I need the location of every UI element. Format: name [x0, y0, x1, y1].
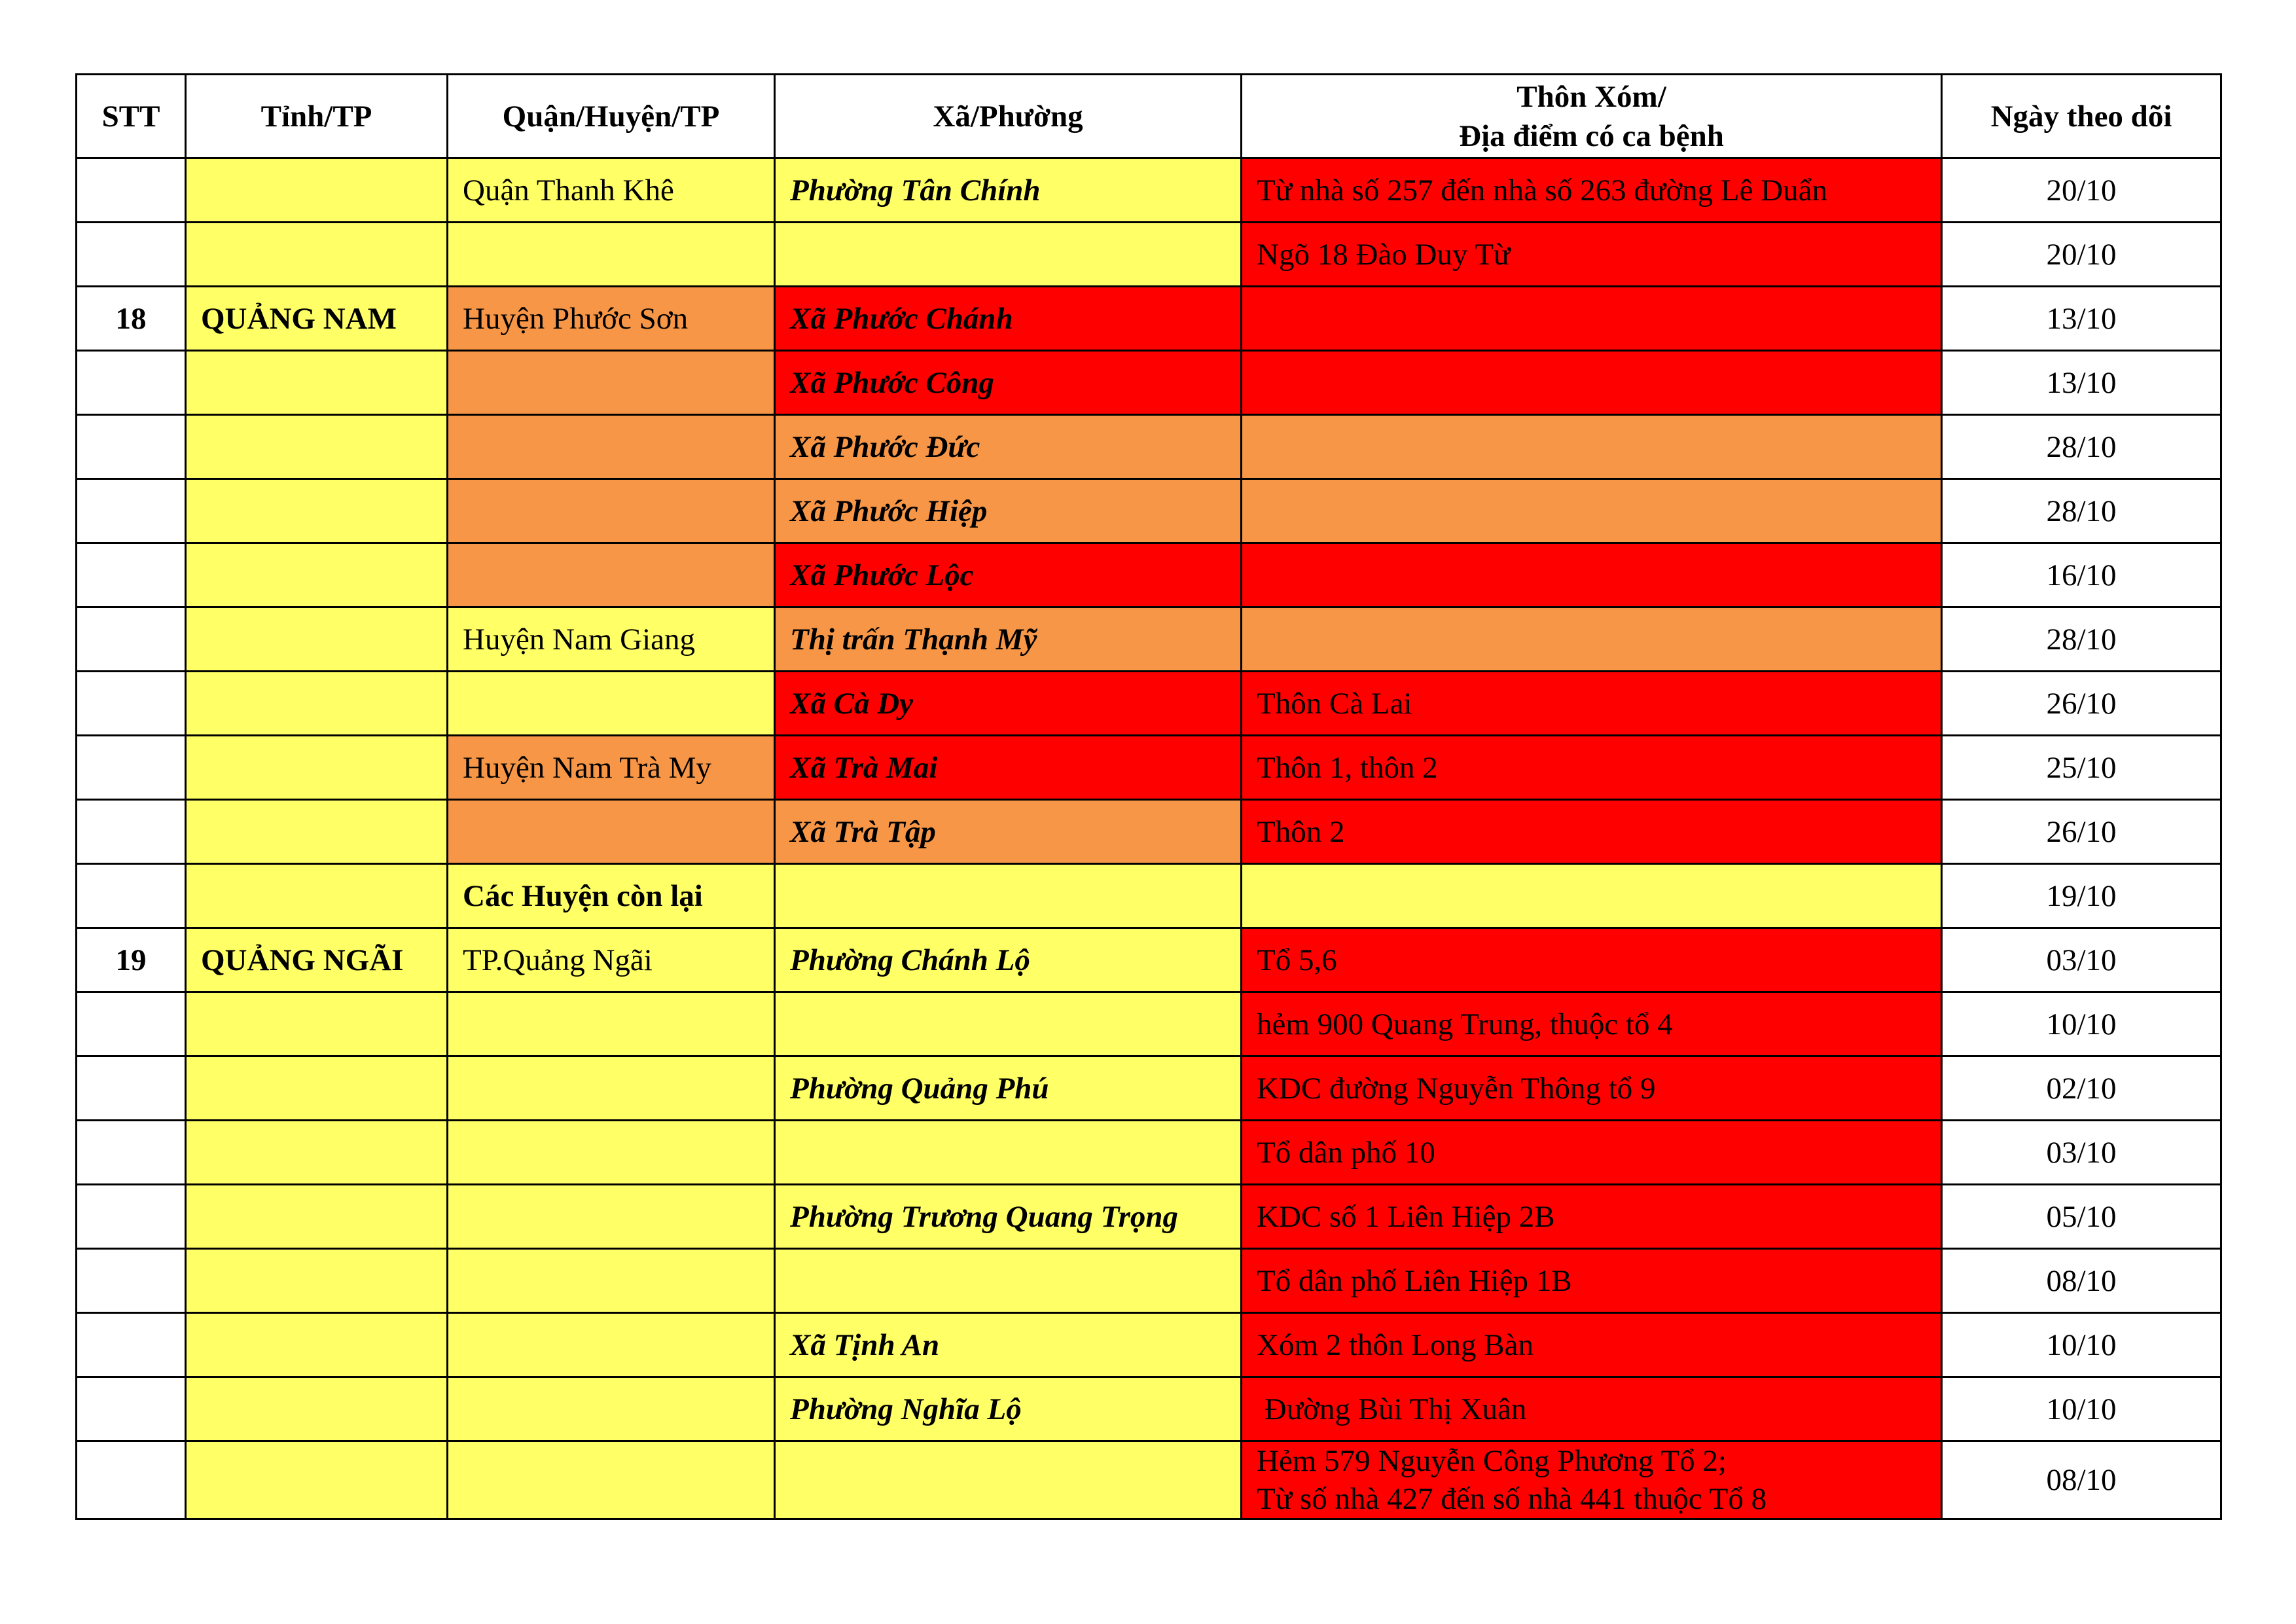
cell-province: QUẢNG NGÃI: [186, 928, 448, 992]
cell-ward: Phường Nghĩa Lộ: [775, 1377, 1242, 1441]
cases-table: [75, 73, 2222, 1520]
cell-province: [186, 672, 448, 736]
cell-location-line2: Từ số nhà 427 đến số nhà 441 thuộc Tổ 8: [1257, 1482, 1767, 1516]
cell-district: [448, 1249, 775, 1313]
cell-ward: [775, 1249, 1242, 1313]
cell-location: [1242, 1441, 1942, 1519]
cell-location: hẻm 900 Quang Trung, thuộc tổ 4: [1242, 992, 1942, 1056]
cell-stt: [77, 992, 186, 1056]
cell-province: QUẢNG NAM: [186, 287, 448, 351]
cell-ward: Xã Phước Đức: [775, 415, 1242, 479]
cell-stt: [77, 1377, 186, 1441]
table-row: [77, 864, 2221, 928]
cell-district: [448, 992, 775, 1056]
cell-stt: [77, 736, 186, 800]
header-province: Tỉnh/TP: [186, 75, 448, 158]
cell-date: 10/10: [1942, 1313, 2221, 1377]
cell-ward: Phường Quảng Phú: [775, 1056, 1242, 1121]
cell-ward: Xã Phước Chánh: [775, 287, 1242, 351]
cell-province: [186, 736, 448, 800]
cell-date: 19/10: [1942, 864, 2221, 928]
cell-ward: [775, 1441, 1242, 1519]
table-row: [77, 672, 2221, 736]
cell-stt: [77, 864, 186, 928]
header-location-line2: Địa điểm có ca bệnh: [1459, 118, 1724, 153]
cell-district: [448, 1441, 775, 1519]
cell-stt: [77, 1185, 186, 1249]
cell-province: [186, 1313, 448, 1377]
cell-date: 20/10: [1942, 223, 2221, 287]
cell-location: [1242, 415, 1942, 479]
cell-district: [448, 1056, 775, 1121]
table-row: [77, 479, 2221, 543]
cell-district: [448, 1185, 775, 1249]
cell-stt: 19: [77, 928, 186, 992]
cell-province: [186, 223, 448, 287]
cell-location: Đường Bùi Thị Xuân: [1242, 1377, 1942, 1441]
cell-ward: Phường Chánh Lộ: [775, 928, 1242, 992]
cell-stt: [77, 351, 186, 415]
cell-ward: [775, 864, 1242, 928]
cell-district: [448, 351, 775, 415]
cell-district: Quận Thanh Khê: [448, 158, 775, 223]
cell-province: [186, 1056, 448, 1121]
cell-stt: [77, 158, 186, 223]
cell-location: [1242, 864, 1942, 928]
cell-stt: [77, 1313, 186, 1377]
cell-date: 26/10: [1942, 800, 2221, 864]
cell-stt: [77, 543, 186, 607]
cell-location: [1242, 351, 1942, 415]
table-row: [77, 1313, 2221, 1377]
cell-province: [186, 1441, 448, 1519]
cell-province: [186, 351, 448, 415]
cell-province: [186, 415, 448, 479]
cell-date: 28/10: [1942, 415, 2221, 479]
table-row: [77, 1185, 2221, 1249]
table-row: [77, 1441, 2221, 1519]
cell-location: [1242, 607, 1942, 672]
cell-province: [186, 800, 448, 864]
cell-district: [448, 543, 775, 607]
cell-stt: [77, 1121, 186, 1185]
cell-location-line1: Hẻm 579 Nguyễn Công Phương Tổ 2;: [1257, 1444, 1727, 1478]
cell-location: Thôn 1, thôn 2: [1242, 736, 1942, 800]
table-row: [77, 1377, 2221, 1441]
cell-province: [186, 158, 448, 223]
cell-ward: [775, 223, 1242, 287]
cell-ward: Xã Phước Công: [775, 351, 1242, 415]
cell-date: 02/10: [1942, 1056, 2221, 1121]
cell-district: [448, 1121, 775, 1185]
cell-date: 08/10: [1942, 1441, 2221, 1519]
cell-ward: [775, 1121, 1242, 1185]
cell-location: Thôn 2: [1242, 800, 1942, 864]
cell-ward: Xã Cà Dy: [775, 672, 1242, 736]
cell-stt: [77, 1249, 186, 1313]
cell-ward: Phường Trương Quang Trọng: [775, 1185, 1242, 1249]
cell-date: 25/10: [1942, 736, 2221, 800]
cell-district: Các Huyện còn lại: [448, 864, 775, 928]
cell-district: Huyện Nam Trà My: [448, 736, 775, 800]
cell-date: 10/10: [1942, 992, 2221, 1056]
cell-date: 20/10: [1942, 158, 2221, 223]
cell-district: [448, 672, 775, 736]
header-row: [77, 75, 2221, 158]
cell-location: Tổ 5,6: [1242, 928, 1942, 992]
cell-province: [186, 479, 448, 543]
cell-location: Xóm 2 thôn Long Bàn: [1242, 1313, 1942, 1377]
cell-ward: Xã Phước Hiệp: [775, 479, 1242, 543]
cell-province: [186, 607, 448, 672]
cell-province: [186, 992, 448, 1056]
table-row: [77, 1056, 2221, 1121]
cell-district: TP.Quảng Ngãi: [448, 928, 775, 992]
cell-location: [1242, 479, 1942, 543]
cell-date: 26/10: [1942, 672, 2221, 736]
cell-location: [1242, 543, 1942, 607]
cell-date: 28/10: [1942, 479, 2221, 543]
table-row: [77, 223, 2221, 287]
cell-date: 03/10: [1942, 928, 2221, 992]
cell-date: 05/10: [1942, 1185, 2221, 1249]
cell-ward: Xã Phước Lộc: [775, 543, 1242, 607]
cell-date: 16/10: [1942, 543, 2221, 607]
cell-district: Huyện Phước Sơn: [448, 287, 775, 351]
table-row: [77, 1121, 2221, 1185]
cell-date: 03/10: [1942, 1121, 2221, 1185]
cell-province: [186, 1377, 448, 1441]
cell-location: Tổ dân phố Liên Hiệp 1B: [1242, 1249, 1942, 1313]
cell-location: KDC đường Nguyễn Thông tổ 9: [1242, 1056, 1942, 1121]
table-row: [77, 287, 2221, 351]
table-row: [77, 928, 2221, 992]
cell-stt: [77, 223, 186, 287]
cell-province: [186, 1121, 448, 1185]
cell-district: [448, 1377, 775, 1441]
header-location-line1: Thôn Xóm/: [1516, 79, 1666, 114]
cell-ward: Xã Trà Tập: [775, 800, 1242, 864]
cell-stt: [77, 479, 186, 543]
cell-date: 13/10: [1942, 287, 2221, 351]
cell-stt: [77, 415, 186, 479]
cell-province: [186, 1249, 448, 1313]
cell-date: 10/10: [1942, 1377, 2221, 1441]
table-row: [77, 992, 2221, 1056]
cell-date: 08/10: [1942, 1249, 2221, 1313]
header-stt: STT: [77, 75, 186, 158]
cell-date: 13/10: [1942, 351, 2221, 415]
table-row: [77, 736, 2221, 800]
cell-ward: Xã Tịnh An: [775, 1313, 1242, 1377]
cell-location: Tổ dân phố 10: [1242, 1121, 1942, 1185]
table-row: [77, 1249, 2221, 1313]
table-row: [77, 543, 2221, 607]
cell-location: Ngõ 18 Đào Duy Từ: [1242, 223, 1942, 287]
cell-province: [186, 864, 448, 928]
cell-province: [186, 1185, 448, 1249]
table-row: [77, 800, 2221, 864]
cell-location: Từ nhà số 257 đến nhà số 263 đường Lê Duẩn: [1242, 158, 1942, 223]
header-location: [1242, 75, 1942, 158]
table-row: [77, 351, 2221, 415]
cell-stt: [77, 1056, 186, 1121]
header-ward: Xã/Phường: [775, 75, 1242, 158]
cell-stt: 18: [77, 287, 186, 351]
cell-location: KDC số 1 Liên Hiệp 2B: [1242, 1185, 1942, 1249]
cell-location: Thôn Cà Lai: [1242, 672, 1942, 736]
cell-ward: Thị trấn Thạnh Mỹ: [775, 607, 1242, 672]
cell-stt: [77, 1441, 186, 1519]
cell-stt: [77, 800, 186, 864]
cell-ward: Phường Tân Chính: [775, 158, 1242, 223]
cell-district: [448, 800, 775, 864]
cell-stt: [77, 672, 186, 736]
cell-date: 28/10: [1942, 607, 2221, 672]
cell-district: [448, 1313, 775, 1377]
header-district: Quận/Huyện/TP: [448, 75, 775, 158]
cell-district: [448, 479, 775, 543]
cell-ward: Xã Trà Mai: [775, 736, 1242, 800]
table-row: [77, 158, 2221, 223]
table-row: [77, 607, 2221, 672]
cell-ward: [775, 992, 1242, 1056]
cell-province: [186, 543, 448, 607]
header-date: Ngày theo dõi: [1942, 75, 2221, 158]
table-row: [77, 415, 2221, 479]
cell-location: [1242, 287, 1942, 351]
cell-stt: [77, 607, 186, 672]
cell-district: Huyện Nam Giang: [448, 607, 775, 672]
cell-district: [448, 223, 775, 287]
cell-district: [448, 415, 775, 479]
